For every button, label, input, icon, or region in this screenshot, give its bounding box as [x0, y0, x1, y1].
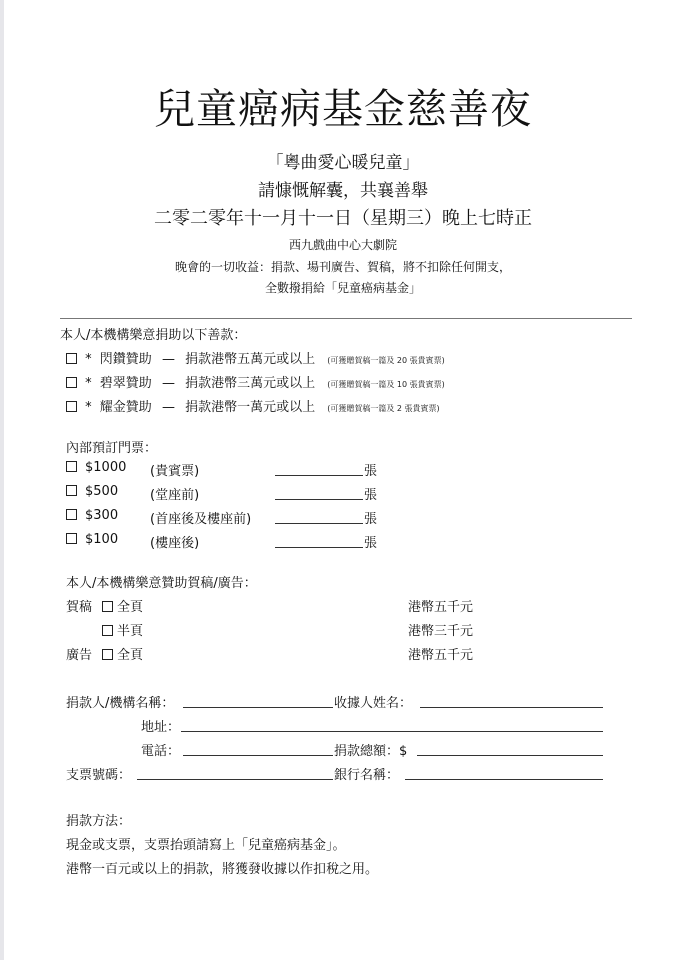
sponsorship-name: 碧翠贊助 — [99, 376, 152, 391]
ticket-price: $500 — [85, 484, 119, 499]
receipt-name-field[interactable] — [420, 707, 603, 708]
ticket-quantity-field[interactable] — [275, 499, 363, 500]
sponsorship-heading: 本人/本機構樂意捐助以下善款： — [60, 328, 247, 343]
sponsorship-star: * — [85, 376, 92, 391]
event-datetime: 二零二零年十一月十一日（星期三）晚上七時正 — [154, 208, 532, 229]
checkbox[interactable] — [66, 485, 77, 496]
bank-name-label: 銀行名稱： — [334, 768, 400, 783]
ticket-unit: 張 — [364, 488, 378, 503]
proceeds-note-line2: 全數撥捐給「兒童癌病基金」 — [264, 281, 421, 295]
sponsorship-option[interactable] — [66, 348, 445, 367]
ticket-price: $100 — [85, 532, 119, 547]
ad-price: 港幣五千元 — [408, 600, 474, 615]
total-amount-label: 捐款總額：$ — [334, 744, 408, 759]
payment-heading: 捐款方法： — [66, 814, 132, 829]
ticket-unit: 張 — [364, 464, 378, 479]
ticket-desc: (堂座前) — [150, 488, 200, 503]
ticket-price: $1000 — [85, 460, 127, 475]
cheque-number-field[interactable] — [137, 779, 333, 780]
sponsorship-note: (可獲贈賀稿一篇及 20 張貴賓票) — [327, 356, 445, 365]
page-left-edge — [0, 0, 4, 960]
sponsorship-option[interactable] — [66, 372, 445, 391]
ad-category: 廣告 — [66, 648, 93, 663]
sponsorship-dash: — — [161, 352, 175, 367]
receipt-name-label: 收據人姓名： — [334, 696, 413, 711]
phone-label: 電話： — [141, 744, 181, 759]
checkbox[interactable] — [66, 401, 77, 412]
sponsorship-option[interactable] — [66, 396, 440, 415]
ad-option: 半頁 — [117, 624, 144, 639]
ad-price: 港幣五千元 — [408, 648, 474, 663]
ad-category: 賀稿 — [66, 600, 93, 615]
payment-line-1: 現金或支票，支票抬頭請寫上「兒童癌病基金」。 — [66, 838, 346, 853]
section-divider — [60, 318, 632, 319]
ticket-desc: (首座後及樓座前) — [150, 512, 252, 527]
event-subtitle: 「粵曲愛心暖兒童」 — [266, 153, 420, 173]
ad-option: 全頁 — [117, 648, 144, 663]
ticket-quantity-field[interactable] — [275, 523, 363, 524]
sponsorship-amount: 捐款港幣三萬元或以上 — [185, 376, 316, 391]
payment-line-2: 港幣一百元或以上的捐款，將獲發收據以作扣稅之用。 — [66, 862, 379, 877]
ticket-desc: (樓座後) — [150, 536, 200, 551]
total-amount-field[interactable] — [417, 755, 603, 756]
page-title: 兒童癌病基金慈善夜 — [154, 85, 532, 133]
checkbox[interactable] — [102, 625, 113, 636]
ad-option: 全頁 — [117, 600, 144, 615]
sponsorship-star: * — [85, 352, 92, 367]
ticket-price: $300 — [85, 508, 119, 523]
address-label: 地址： — [141, 720, 181, 735]
checkbox[interactable] — [66, 533, 77, 544]
sponsorship-note: (可獲贈賀稿一篇及 2 張貴賓票) — [327, 404, 440, 413]
checkbox[interactable] — [66, 377, 77, 388]
donor-name-field[interactable] — [183, 707, 333, 708]
checkbox[interactable] — [102, 601, 113, 612]
appeal-text: 請慷慨解囊，共襄善舉 — [258, 181, 428, 201]
proceeds-note-line1: 晚會的一切收益：捐款、場刊廣告、賀稿，將不扣除任何開支， — [174, 260, 511, 274]
event-venue: 西九戲曲中心大劇院 — [288, 238, 397, 252]
ads-heading: 本人/本機構樂意贊助賀稿/廣告： — [66, 576, 257, 591]
ticket-unit: 張 — [364, 512, 378, 527]
ticket-unit: 張 — [364, 536, 378, 551]
ticket-quantity-field[interactable] — [275, 547, 363, 548]
ticket-quantity-field[interactable] — [275, 475, 363, 476]
checkbox[interactable] — [66, 353, 77, 364]
checkbox[interactable] — [102, 649, 113, 660]
phone-field[interactable] — [183, 755, 333, 756]
sponsorship-amount: 捐款港幣五萬元或以上 — [185, 352, 316, 367]
sponsorship-name: 耀金贊助 — [99, 400, 152, 415]
cheque-number-label: 支票號碼： — [66, 768, 132, 783]
sponsorship-dash: — — [161, 400, 175, 415]
address-field[interactable] — [181, 731, 603, 732]
sponsorship-dash: — — [161, 376, 175, 391]
bank-name-field[interactable] — [405, 779, 603, 780]
donor-name-label: 捐款人/機構名稱： — [66, 696, 175, 711]
ad-price: 港幣三千元 — [408, 624, 474, 639]
tickets-heading: 內部預訂門票： — [66, 441, 158, 456]
sponsorship-amount: 捐款港幣一萬元或以上 — [185, 400, 316, 415]
sponsorship-note: (可獲贈賀稿一篇及 10 張貴賓票) — [327, 380, 445, 389]
checkbox[interactable] — [66, 461, 77, 472]
checkbox[interactable] — [66, 509, 77, 520]
sponsorship-star: * — [85, 400, 92, 415]
sponsorship-name: 閃鑽贊助 — [99, 352, 152, 367]
ticket-desc: (貴賓票) — [150, 464, 200, 479]
